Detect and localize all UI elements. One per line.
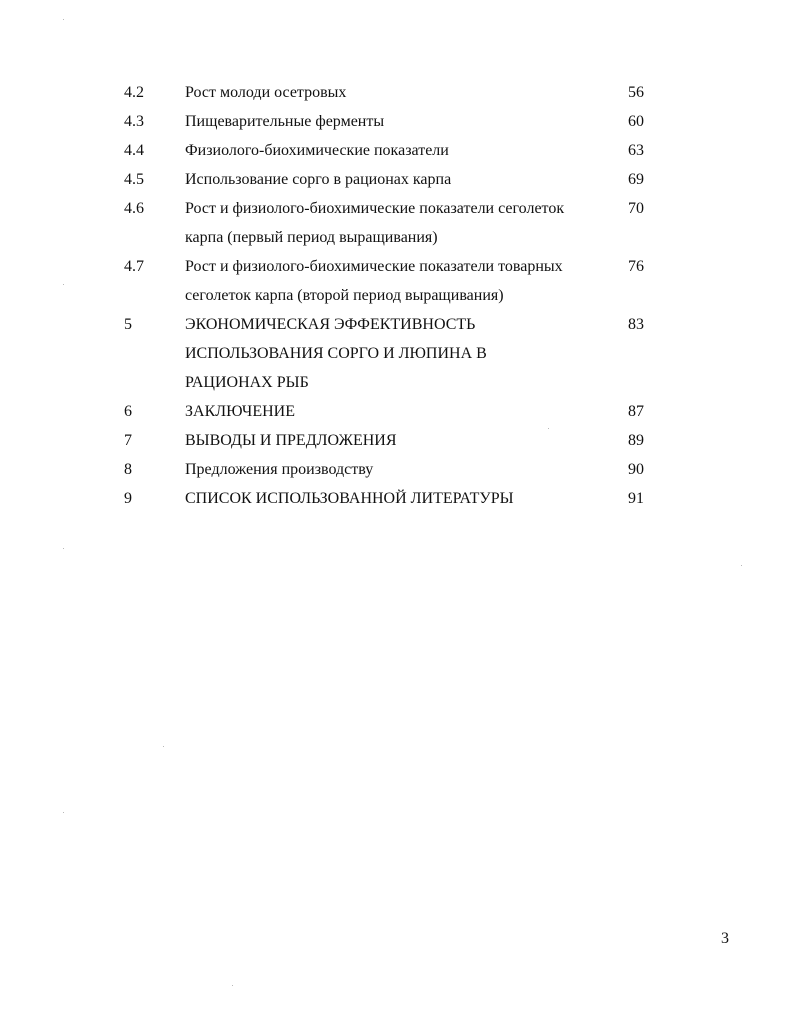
toc-entry-number: 4.2 — [124, 84, 144, 101]
toc-entry-page: 70 — [628, 200, 644, 217]
toc-entry-page: 89 — [628, 432, 644, 449]
toc-entry-number: 9 — [124, 490, 132, 507]
scan-speck — [232, 985, 233, 986]
toc-entry-page: 87 — [628, 403, 644, 420]
toc-entry-number: 7 — [124, 432, 132, 449]
toc-entry — [124, 455, 654, 484]
toc-entry — [124, 107, 654, 136]
toc-entry-page: 83 — [628, 316, 644, 333]
toc-entry-title: ЭКОНОМИЧЕСКАЯ ЭФФЕКТИВНОСТЬ ИСПОЛЬЗОВАНИЯ СОРГО И ЛЮПИНА В РАЦИОНАХ РЫБ — [185, 316, 487, 391]
toc-entry — [124, 426, 654, 455]
toc-entry-page: 69 — [628, 171, 644, 188]
toc-entry-title: Рост молоди осетровых — [185, 84, 347, 101]
toc-entry — [124, 194, 654, 252]
toc-entry-title: Предложения производству — [185, 461, 374, 478]
toc-entry — [124, 484, 654, 513]
scan-speck — [63, 548, 64, 549]
page-number: 3 — [721, 930, 729, 947]
toc-entry-number: 5 — [124, 316, 132, 333]
table-of-contents — [124, 78, 654, 513]
toc-entry-number: 4.4 — [124, 142, 144, 159]
toc-entry-title: Физиолого-биохимические показатели — [185, 142, 449, 159]
toc-entry-page: 76 — [628, 258, 644, 275]
toc-entry — [124, 165, 654, 194]
toc-entry-title: СПИСОК ИСПОЛЬЗОВАННОЙ ЛИТЕРАТУРЫ — [185, 490, 514, 507]
scan-speck — [163, 746, 164, 747]
toc-entry-page: 63 — [628, 142, 644, 159]
scan-speck — [548, 428, 549, 429]
toc-entry — [124, 136, 654, 165]
toc-entry-page: 91 — [628, 490, 644, 507]
toc-entry-title: Пищеварительные ферменты — [185, 113, 385, 130]
scan-speck — [63, 284, 64, 285]
toc-entry — [124, 78, 654, 107]
toc-entry-page: 60 — [628, 113, 644, 130]
toc-entry — [124, 397, 654, 426]
toc-entry-title: ЗАКЛЮЧЕНИЕ — [185, 403, 295, 420]
toc-entry — [124, 252, 654, 310]
toc-entry-title: Использование сорго в рационах карпа — [185, 171, 452, 188]
toc-entry-number: 6 — [124, 403, 132, 420]
toc-entry-title: Рост и физиолого-биохимические показатели товарных сеголеток карпа (второй период выращивания) — [185, 258, 563, 304]
toc-entry — [124, 310, 654, 397]
toc-entry-number: 4.3 — [124, 113, 144, 130]
toc-entry-number: 4.7 — [124, 258, 144, 275]
toc-entry-title: Рост и физиолого-биохимические показатели сеголеток карпа (первый период выращивания) — [185, 200, 565, 246]
toc-entry-number: 4.5 — [124, 171, 144, 188]
toc-entry-page: 56 — [628, 84, 644, 101]
scan-speck — [63, 812, 64, 813]
toc-entry-title: ВЫВОДЫ И ПРЕДЛОЖЕНИЯ — [185, 432, 397, 449]
toc-entry-number: 4.6 — [124, 200, 144, 217]
scan-speck — [741, 565, 742, 566]
toc-entry-number: 8 — [124, 461, 132, 478]
toc-entry-page: 90 — [628, 461, 644, 478]
scan-speck — [63, 19, 64, 20]
